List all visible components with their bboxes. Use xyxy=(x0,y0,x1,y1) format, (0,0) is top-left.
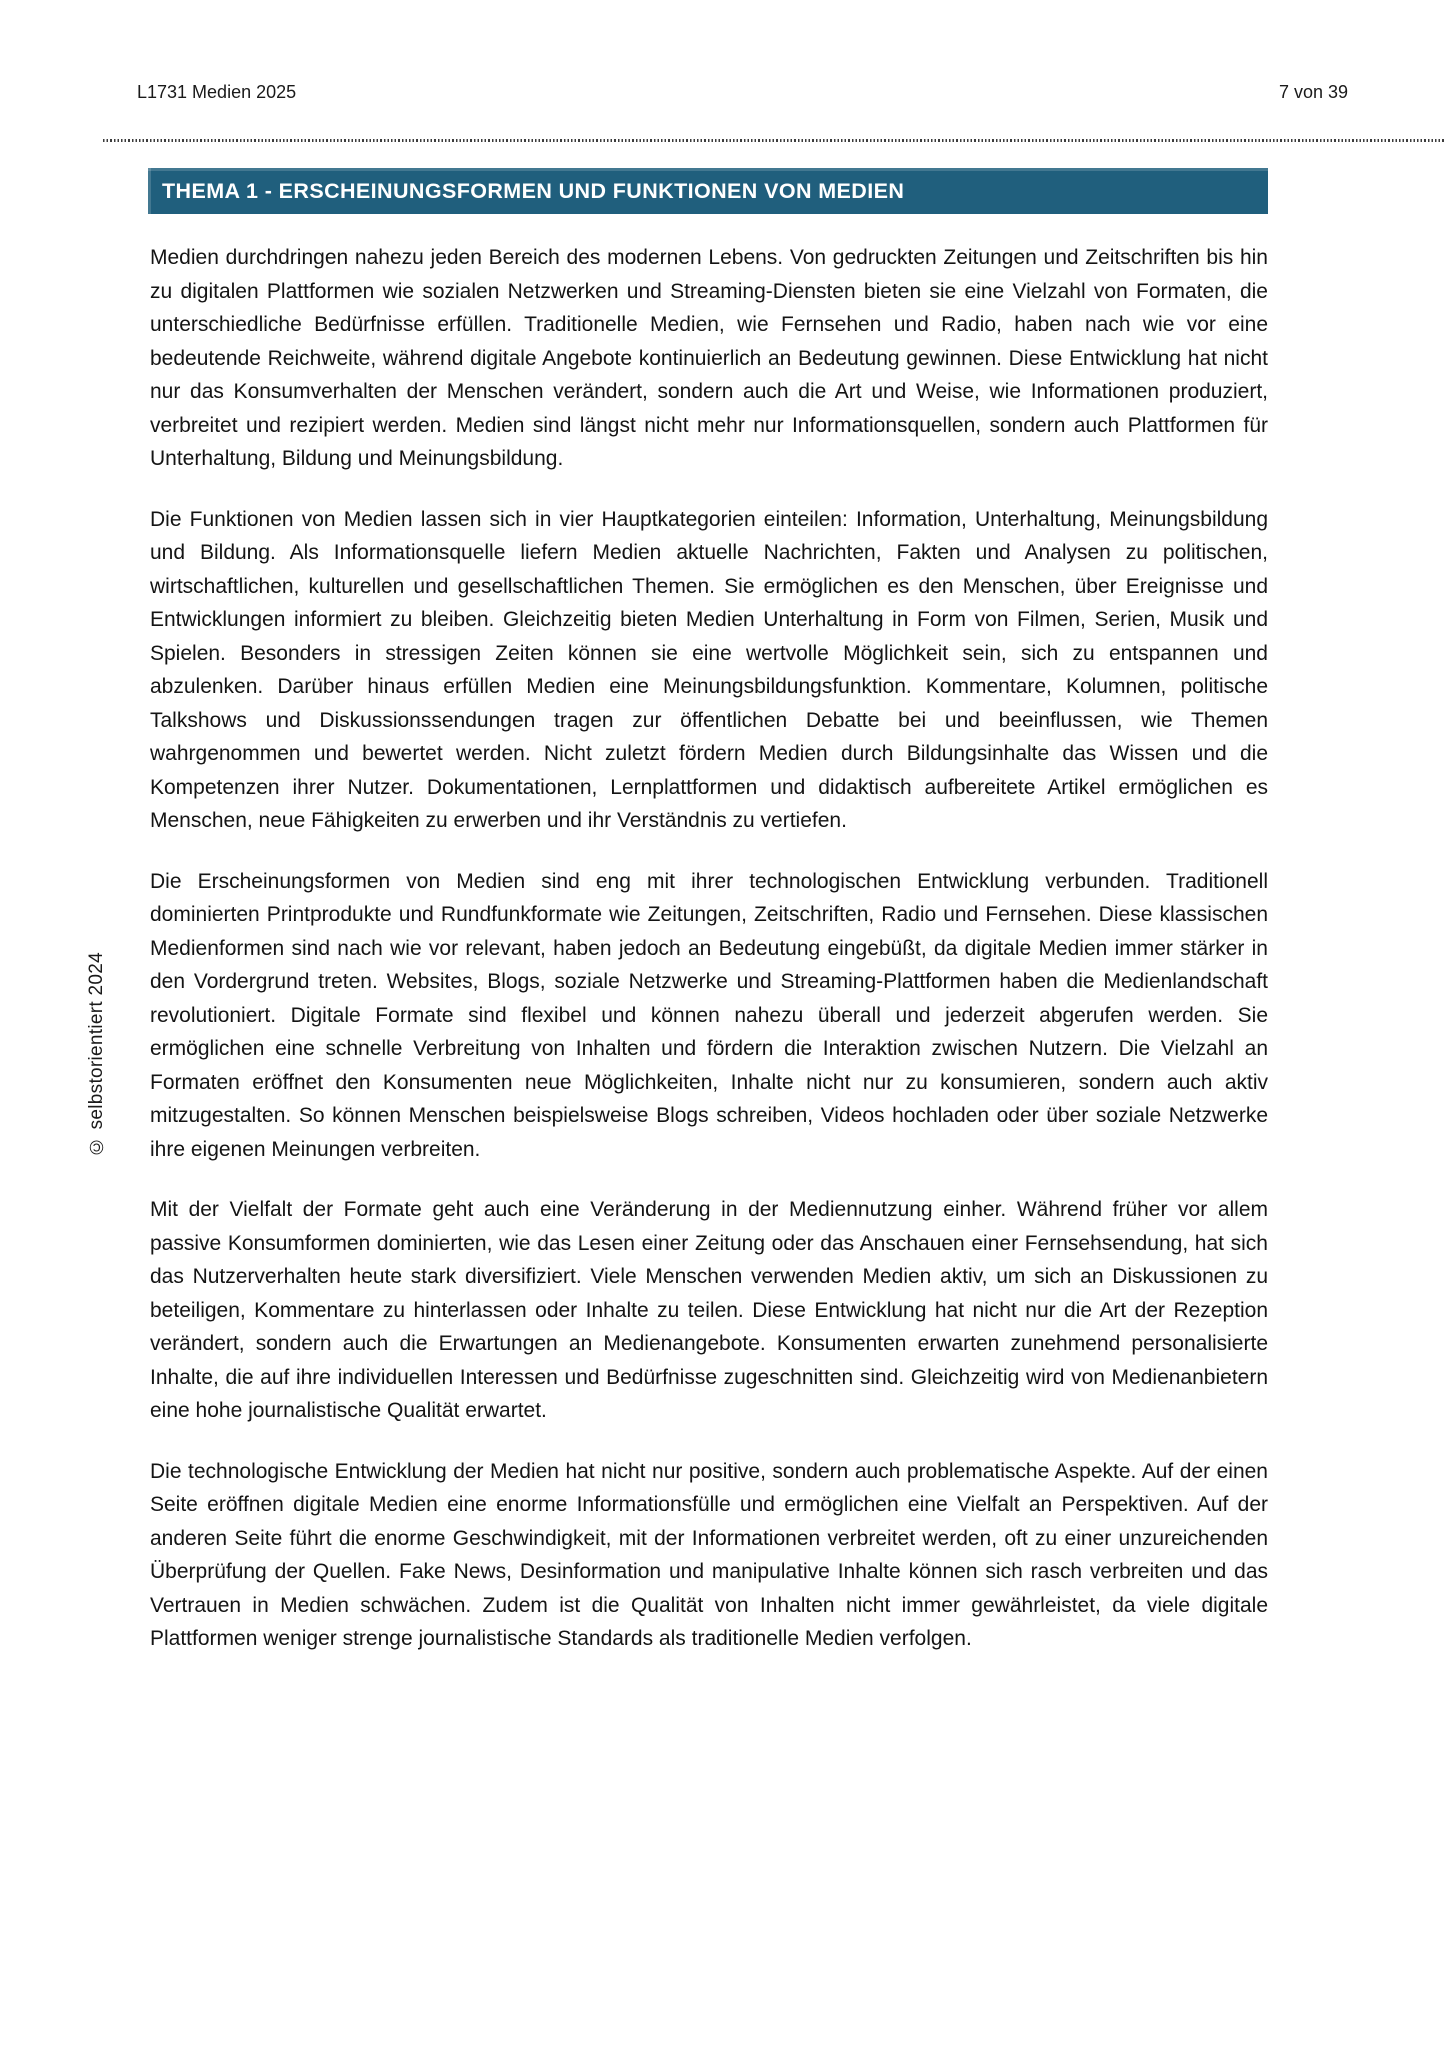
topic-title: THEMA 1 - ERSCHEINUNGSFORMEN UND FUNKTIONEN VON MEDIEN xyxy=(162,178,905,203)
topic-title-bar xyxy=(148,168,1268,214)
paragraph: Die Funktionen von Medien lassen sich in vier Hauptkategorien einteilen: Information, Unterhaltung, Meinungsbildung und Bildung. Als Informationsquelle liefern Medien aktuelle Nachrichten, Fakten und Analysen zu politischen, wirtschaftlichen, kulturellen und gesellschaftlichen Themen. Sie ermöglichen es den Menschen, über Ereignisse und Entwicklungen informiert zu bleiben. Gleichzeitig bieten Medien Unterhaltung in Form von Filmen, Serien, Musik und Spielen. Besonders in stressigen Zeiten können sie eine wertvolle Möglichkeit sein, sich zu entspannen und abzulenken. Darüber hinaus erfüllen Medien eine Meinungsbildungsfunktion. Kommentare, Kolumnen, politische Talkshows und Diskussionssendungen tragen zur öffentlichen Debatte bei und beeinflussen, wie Themen wahrgenommen und bewertet werden. Nicht zuletzt fördern Medien durch Bildungsinhalte das Wissen und die Kompetenzen ihrer Nutzer. Dokumentationen, Lernplattformen und didaktisch aufbereitete Artikel ermöglichen es Menschen, neue Fähigkeiten zu erwerben und ihr Verständnis zu vertiefen. xyxy=(150,507,1268,832)
paragraph: Die technologische Entwicklung der Medien hat nicht nur positive, sondern auch problematische Aspekte. Auf der einen Seite eröffnen digitale Medien eine enorme Informationsfülle und ermöglichen eine Vielfalt an Perspektiven. Auf der anderen Seite führt die enorme Geschwindigkeit, mit der Informationen verbreitet werden, oft zu einer unzureichenden Überprüfung der Quellen. Fake News, Desinformation und manipulative Inhalte können sich rasch verbreiten und das Vertrauen in Medien schwächen. Zudem ist die Qualität von Inhalten nicht immer gewährleistet, da viele digitale Plattformen weniger strenge journalistische Standards als traditionelle Medien verfolgen. xyxy=(150,1459,1268,1650)
document-code: L1731 Medien 2025 xyxy=(137,82,297,102)
paragraph: Die Erscheinungsformen von Medien sind eng mit ihrer technologischen Entwicklung verbunden. Traditionell dominierten Printprodukte und Rundfunkformate wie Zeitungen, Zeitschriften, Radio und Fernsehen. Diese klassischen Medienformen sind nach wie vor relevant, haben jedoch an Bedeutung eingebüßt, da digitale Medien immer stärker in den Vordergrund treten. Websites, Blogs, soziale Netzwerke und Streaming-Plattformen haben die Medienlandschaft revolutioniert. Digitale Formate sind flexibel und können nahezu überall und jederzeit abgerufen werden. Sie ermöglichen eine schnelle Verbreitung von Inhalten und fördern die Interaktion zwischen Nutzern. Die Vielzahl an Formaten eröffnet den Konsumenten neue Möglichkeiten, Inhalte nicht nur zu konsumieren, sondern auch aktiv mitzugestalten. So können Menschen beispielsweise Blogs schreiben, Videos hochladen oder über soziale Netzwerke ihre eigenen Meinungen verbreiten. xyxy=(150,869,1268,1161)
paragraph: Mit der Vielfalt der Formate geht auch eine Veränderung in der Mediennutzung einher. Während früher vor allem passive Konsumformen dominierten, wie das Lesen einer Zeitung oder das Anschauen einer Fernsehsendung, hat sich das Nutzerverhalten heute stark diversifiziert. Viele Menschen verwenden Medien aktiv, um sich an Diskussionen zu beteiligen, Kommentare zu hinterlassen oder Inhalte zu teilen. Diese Entwicklung hat nicht nur die Art der Rezeption verändert, sondern auch die Erwartungen an Medienangebote. Konsumenten erwarten zunehmend personalisierte Inhalte, die auf ihre individuellen Interessen und Bedürfnisse zugeschnitten sind. Gleichzeitig wird von Medienanbietern eine hohe journalistische Qualität erwartet. xyxy=(150,1198,1268,1422)
copyright-watermark: © selbstorientiert 2024 xyxy=(86,952,107,1157)
page-number: 7 von 39 xyxy=(1278,82,1348,102)
header-divider xyxy=(103,139,1444,142)
body-paragraphs xyxy=(150,241,1268,1683)
page-header xyxy=(103,82,1348,103)
paragraph: Medien durchdringen nahezu jeden Bereich des modernen Lebens. Von gedruckten Zeitungen und Zeitschriften bis hin zu digitalen Plattformen wie sozialen Netzwerken und Streaming-Diensten bieten sie eine Vielzahl von Formaten, die unterschiedliche Bedürfnisse erfüllen. Traditionelle Medien, wie Fernsehen und Radio, haben nach wie vor eine bedeutende Reichweite, während digitale Angebote kontinuierlich an Bedeutung gewinnen. Diese Entwicklung hat nicht nur das Konsumverhalten der Menschen verändert, sondern auch die Art und Weise, wie Informationen produziert, verbreitet und rezipiert werden. Medien sind längst nicht mehr nur Informationsquellen, sondern auch Plattformen für Unterhaltung, Bildung und Meinungsbildung. xyxy=(150,246,1268,470)
